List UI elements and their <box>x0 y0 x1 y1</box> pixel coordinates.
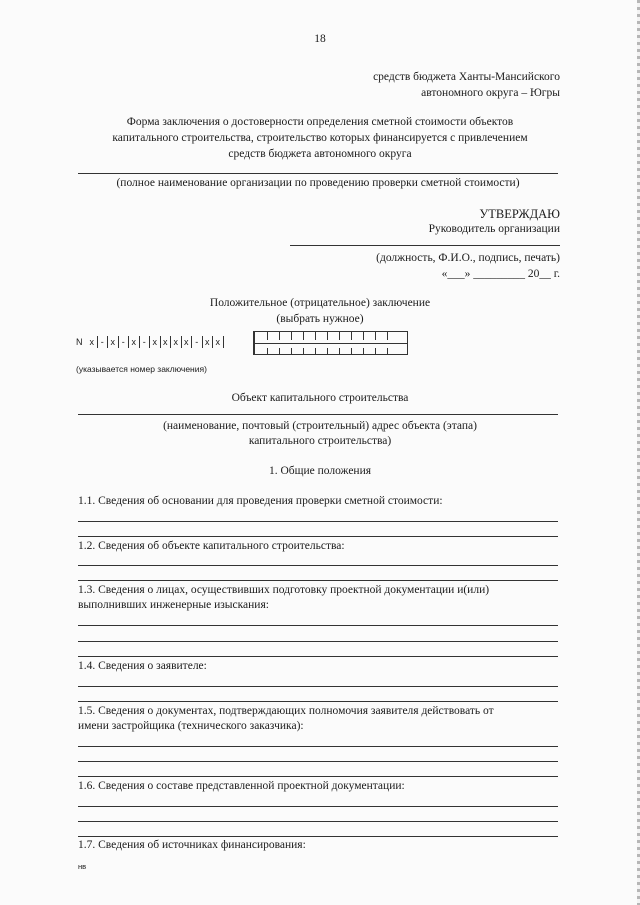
footer-mark: нв <box>78 862 87 871</box>
conclusion-number-boxes[interactable] <box>253 331 408 355</box>
number-cell: x <box>182 336 193 348</box>
object-caption-2: капитального строительства) <box>248 435 392 447</box>
item-1-5-line-1: 1.5. Сведения о документах, подтверждающих полномочия заявителя действовать от <box>78 705 494 717</box>
org-caption: (полное наименование организации по проведению проверки сметной стоимости) <box>116 177 520 189</box>
number-prefix: N <box>76 337 83 347</box>
approve-title: УТВЕРЖДАЮ <box>479 207 560 221</box>
box-midline <box>255 343 407 344</box>
item-1-5-line[interactable] <box>78 761 558 762</box>
item-1-2-line[interactable] <box>78 580 558 581</box>
conclusion-choose: (выбрать нужное) <box>276 313 364 325</box>
number-cell: x <box>171 336 182 348</box>
number-cell: x <box>161 336 172 348</box>
approve-date[interactable]: «___» _________ 20__ г. <box>441 268 560 280</box>
conclusion-title: Положительное (отрицательное) заключение <box>209 297 431 309</box>
object-name-line[interactable] <box>78 414 558 415</box>
header-line-1: средств бюджета Ханты-Мансийского <box>373 71 560 83</box>
header-line-2: автономного округа – Югры <box>421 87 560 99</box>
form-title-line-2: капитального строительства, строительство которых финансируется с привлечением <box>112 132 528 144</box>
number-cell: x <box>150 336 161 348</box>
item-1-6-line[interactable] <box>78 836 558 837</box>
item-1-4-line[interactable] <box>78 701 558 702</box>
number-cell: x <box>213 336 224 348</box>
item-1-2: 1.2. Сведения об объекте капитального строительства: <box>78 540 345 552</box>
item-1-3-line-2: выполнивших инженерные изыскания: <box>78 599 269 611</box>
item-1-2-line[interactable] <box>78 565 558 566</box>
number-cell: x <box>203 336 214 348</box>
item-1-4: 1.4. Сведения о заявителе: <box>78 660 207 672</box>
item-1-6-line[interactable] <box>78 806 558 807</box>
approve-subtitle: Руководитель организации <box>428 223 560 235</box>
conclusion-number-field[interactable] <box>76 331 224 353</box>
item-1-3-line[interactable] <box>78 625 558 626</box>
item-1-1: 1.1. Сведения об основании для проведения проверки сметной стоимости: <box>78 495 443 507</box>
object-title: Объект капитального строительства <box>231 392 409 404</box>
item-1-3-line[interactable] <box>78 656 558 657</box>
form-title-line-1: Форма заключения о достоверности определения сметной стоимости объектов <box>126 116 514 128</box>
item-1-1-line[interactable] <box>78 536 558 537</box>
number-cell: - <box>98 336 109 348</box>
number-cell: x <box>108 336 119 348</box>
item-1-5-line[interactable] <box>78 776 558 777</box>
item-1-5-line[interactable] <box>78 746 558 747</box>
approve-caption: (должность, Ф.И.О., подпись, печать) <box>376 252 560 264</box>
item-1-7: 1.7. Сведения об источниках финансирования: <box>78 839 306 851</box>
org-name-line[interactable] <box>78 173 558 174</box>
number-cell: - <box>140 336 151 348</box>
number-caption: (указывается номер заключения) <box>76 364 207 374</box>
item-1-6: 1.6. Сведения о составе представленной проектной документации: <box>78 780 405 792</box>
object-caption-1: (наименование, почтовый (строительный) адрес объекта (этапа) <box>163 420 477 432</box>
section-title: 1. Общие положения <box>268 465 372 477</box>
item-1-6-line[interactable] <box>78 821 558 822</box>
approve-signature-line[interactable] <box>290 245 560 246</box>
item-1-5-line-2: имени застройщика (технического заказчика): <box>78 720 304 732</box>
item-1-1-line[interactable] <box>78 521 558 522</box>
number-cell: x <box>129 336 140 348</box>
form-title-line-3: средств бюджета автономного округа <box>228 148 412 160</box>
page-number: 18 <box>314 33 326 45</box>
number-cell: - <box>192 336 203 348</box>
item-1-3-line[interactable] <box>78 641 558 642</box>
item-1-4-line[interactable] <box>78 686 558 687</box>
number-cell: - <box>119 336 130 348</box>
item-1-3-line-1: 1.3. Сведения о лицах, осуществивших подготовку проектной документации и(или) <box>78 584 490 596</box>
number-cell: x <box>87 336 98 348</box>
